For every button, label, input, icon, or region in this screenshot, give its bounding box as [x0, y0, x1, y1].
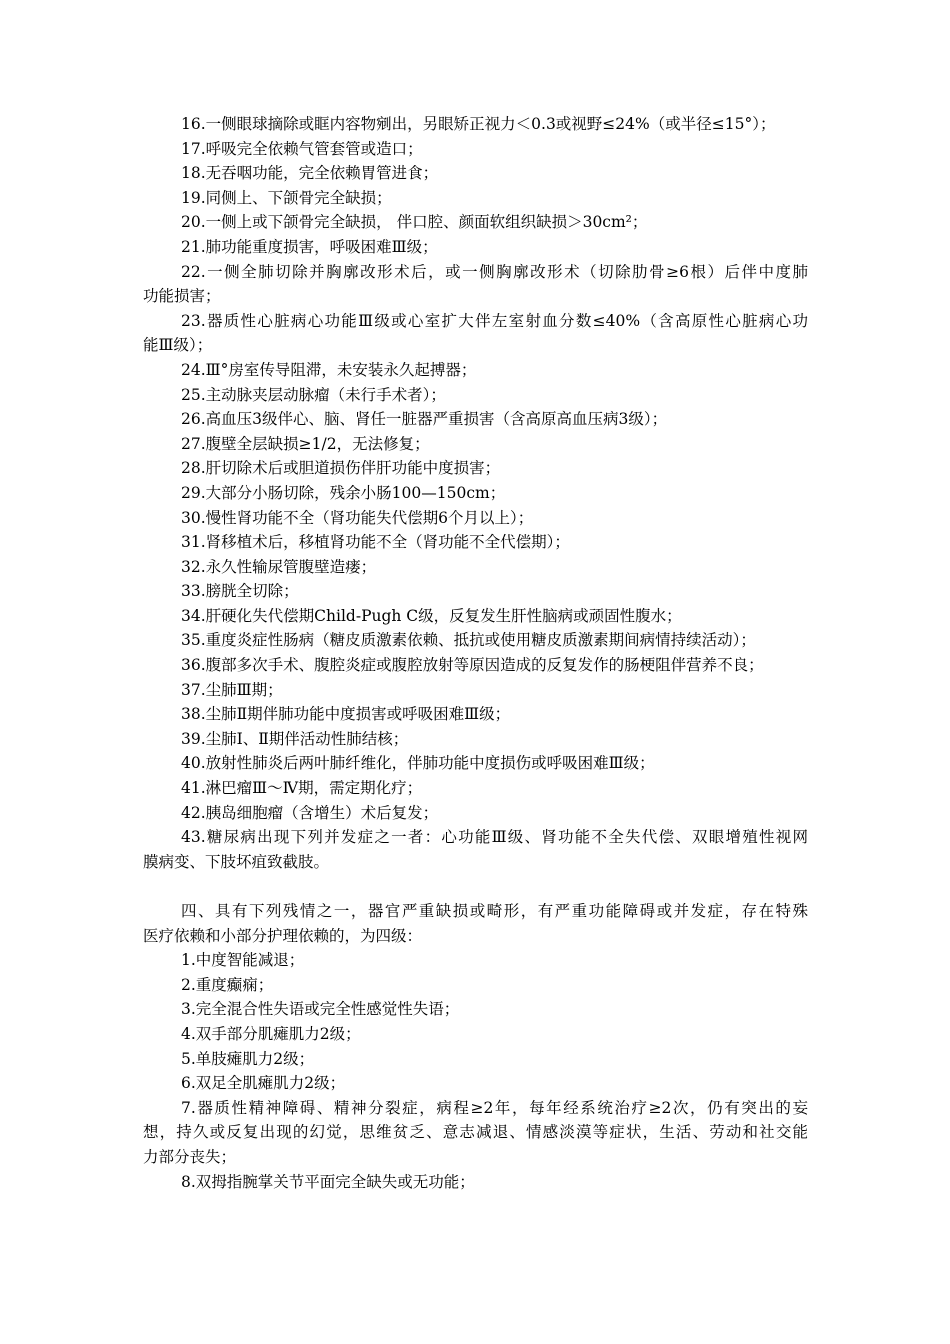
item-21: 21.肺功能重度损害，呼吸困难Ⅲ级； [181, 237, 438, 256]
grade4-item-5: 5.单肢瘫肌力2级； [181, 1049, 315, 1068]
item-26: 26.高血压3级伴心、脑、肾任一脏器严重损害（含高原高血压病3级）； [181, 410, 668, 429]
grade4-item-7-line-1: 7.器质性精神障碍、精神分裂症，病程≥2年，每年经系统治疗≥2次，仍有突出的妄 [181, 1098, 808, 1117]
item-37: 37.尘肺Ⅲ期； [181, 680, 283, 699]
grade4-item-8: 8.双拇指腕掌关节平面完全缺失或无功能； [181, 1172, 475, 1191]
item-16: 16.一侧眼球摘除或眶内容物剜出，另眼矫正视力＜0.3或视野≤24%（或半径≤15°）； [181, 115, 776, 133]
item-43-line-1: 43.糖尿病出现下列并发症之一者：心功能Ⅲ级、肾功能不全失代偿、双眼增殖性视网 [181, 828, 808, 847]
item-38: 38.尘肺Ⅱ期伴肺功能中度损害或呼吸困难Ⅲ级； [181, 705, 511, 724]
grade4-item-7-line-3: 力部分丧失； [143, 1147, 237, 1166]
item-28: 28.肝切除术后或胆道损伤伴肝功能中度损害； [181, 459, 501, 478]
item-29: 29.大部分小肠切除，残余小肠100—150cm； [181, 483, 506, 502]
item-32: 32.永久性输尿管腹壁造瘘； [181, 557, 377, 576]
grade4-item-4: 4.双手部分肌瘫肌力2级； [181, 1024, 361, 1043]
item-42: 42.胰岛细胞瘤（含增生）术后复发； [181, 803, 439, 822]
item-19: 19.同侧上、下颌骨完全缺损； [181, 188, 392, 207]
item-24: 24.Ⅲ°房室传导阻滞，未安装永久起搏器； [181, 360, 477, 379]
item-36: 36.腹部多次手术、腹腔炎症或腹腔放射等原因造成的反复发作的肠梗阻伴营养不良； [181, 656, 764, 675]
grade4-item-3: 3.完全混合性失语或完全性感觉性失语； [181, 1000, 460, 1019]
item-31: 31.肾移植术后，移植肾功能不全（肾功能不全代偿期）； [181, 533, 570, 552]
grade4-item-2: 2.重度癫痫； [181, 975, 274, 994]
item-27: 27.腹壁全层缺损≥1/2，无法修复； [181, 434, 430, 453]
item-39: 39.尘肺Ⅰ、Ⅱ期伴活动性肺结核； [181, 729, 409, 748]
item-17: 17.呼吸完全依赖气管套管或造口； [181, 139, 423, 158]
item-23-line-2: 能Ⅲ级）； [143, 336, 213, 355]
item-33: 33.膀胱全切除； [181, 582, 299, 601]
section-four-heading-line-1: 四、具有下列残情之一，器官严重缺损或畸形，有严重功能障碍或并发症，存在特殊 [181, 902, 808, 920]
item-41: 41.淋巴瘤Ⅲ～Ⅳ期，需定期化疗； [181, 779, 423, 798]
item-23-line-1: 23.器质性心脏病心功能Ⅲ级或心室扩大伴左室射血分数≤40%（含高原性心脏病心功 [181, 311, 808, 330]
blank-line [143, 874, 808, 899]
item-20: 20.一侧上或下颌骨完全缺损， 伴口腔、颜面软组织缺损＞30cm²； [181, 213, 648, 232]
grade4-item-7-line-2: 想，持久或反复出现的幻觉，思维贫乏、意志减退、情感淡漠等症状，生活、劳动和社交能 [143, 1123, 808, 1142]
item-30: 30.慢性肾功能不全（肾功能失代偿期6个月以上）； [181, 508, 534, 527]
item-22-line-2: 功能损害； [143, 287, 221, 306]
document-body [143, 112, 808, 1194]
item-34: 34.肝硬化失代偿期Child-Pugh C级，反复发生肝性脑病或顽固性腹水； [181, 606, 682, 625]
grade4-item-6: 6.双足全肌瘫肌力2级； [181, 1074, 346, 1093]
item-43-line-2: 膜病变、下肢坏疽致截肢。 [143, 852, 330, 871]
item-18: 18.无吞咽功能，完全依赖胃管进食； [181, 164, 439, 183]
section-four-heading-line-2: 医疗依赖和小部分护理依赖的，为四级： [143, 926, 423, 945]
item-25: 25.主动脉夹层动脉瘤（未行手术者）； [181, 385, 446, 404]
grade4-item-1: 1.中度智能减退； [181, 951, 305, 970]
item-40: 40.放射性肺炎后两叶肺纤维化，伴肺功能中度损伤或呼吸困难Ⅲ级； [181, 754, 655, 773]
item-22-line-1: 22.一侧全肺切除并胸廓改形术后，或一侧胸廓改形术（切除肋骨≥6根）后伴中度肺 [181, 262, 808, 281]
item-35: 35.重度炎症性肠病（糖皮质激素依赖、抵抗或使用糖皮质激素期间病情持续活动）； [181, 631, 756, 650]
